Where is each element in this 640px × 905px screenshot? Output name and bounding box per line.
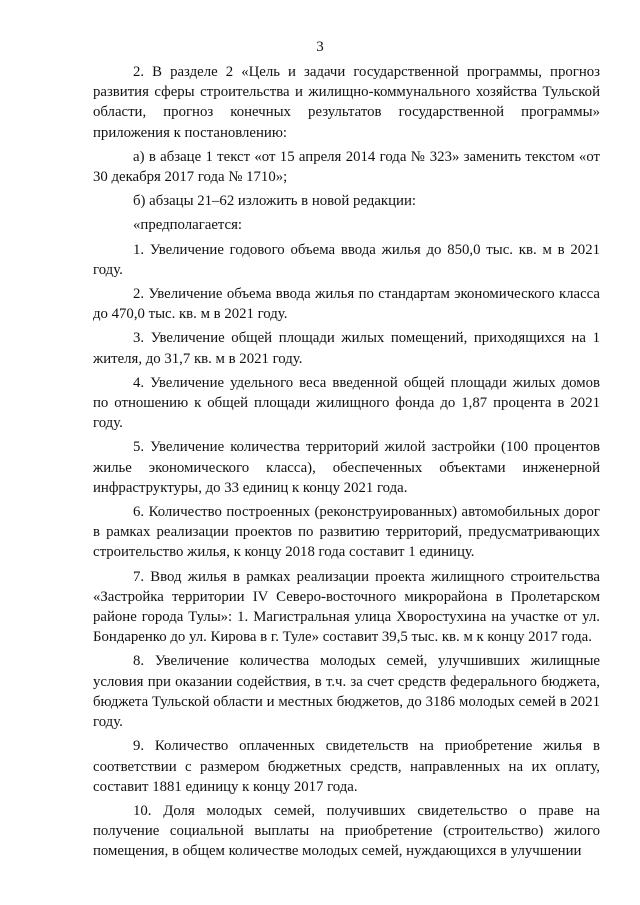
paragraph-subitem-a: а) в абзаце 1 текст «от 15 апреля 2014 года № 323» заменить текстом «от 30 декабря 2017 года № 1710»; bbox=[93, 148, 600, 186]
paragraph-item-6: 6. Количество построенных (реконструированных) автомобильных дорог в рамках реализации проектов по развитию территорий, предусматривающих строительство жилья, к концу 2018 года составит 1 единицу. bbox=[93, 504, 600, 561]
paragraph-item-7: 7. Ввод жилья в рамках реализации проекта жилищного строительства «Застройка территории IV Северо-восточного микрорайона в Пролетарском районе города Тулы»: 1. Магистральная улица Хворостухина на участке от ул. Бондаренко до ул. Кирова в г. Туле» составит 39,5 тыс. кв. м к концу 2017 года. bbox=[93, 568, 600, 646]
document-body bbox=[93, 62, 600, 866]
paragraph-item-8: 8. Увеличение количества молодых семей, улучшивших жилищные условия при оказании содействия, в т.ч. за счет средств федерального бюджета, бюджета Тульской области и местных бюджетов, до 3186 молодых семей в 2021 году. bbox=[93, 653, 600, 731]
paragraph-section-2: 2. В разделе 2 «Цель и задачи государственной программы, прогноз развития сферы строительства и жилищно-коммунального хозяйства Тульской области, прогноз конечных результатов государственной программы» приложения к постановлению: bbox=[93, 64, 600, 141]
paragraph-item-4: 4. Увеличение удельного веса введенной общей площади жилых домов по отношению к общей площади жилищного фонда до 1,87 процента в 2021 году. bbox=[93, 374, 600, 432]
paragraph-subitem-b: б) абзацы 21–62 изложить в новой редакции: bbox=[133, 193, 416, 210]
paragraph-item-10: 10. Доля молодых семей, получивших свидетельство о праве на получение социальной выплаты на приобретение (строительство) жилого помещения, в общем количестве молодых семей, нуждающихся в улучшении bbox=[93, 802, 600, 860]
paragraph-item-1: 1. Увеличение годового объема ввода жилья до 850,0 тыс. кв. м в 2021 году. bbox=[93, 241, 600, 278]
paragraph-item-5: 5. Увеличение количества территорий жилой застройки (100 процентов жилье экономического класса), обеспеченных объектами инженерной инфраструктуры, до 33 единиц к концу 2021 года. bbox=[93, 439, 600, 496]
paragraph-item-3: 3. Увеличение общей площади жилых помещений, приходящихся на 1 жителя, до 31,7 кв. м в 2021 году. bbox=[93, 330, 600, 367]
paragraph-item-9: 9. Количество оплаченных свидетельств на приобретение жилья в соответствии с размером бюджетных средств, направленных на их оплату, составит 1881 единицу к концу 2017 года. bbox=[93, 738, 600, 795]
page-number: 3 bbox=[316, 39, 324, 55]
paragraph-quote-start: «предполагается: bbox=[133, 217, 243, 234]
paragraph-item-2: 2. Увеличение объема ввода жилья по стандартам экономического класса до 470,0 тыс. кв. м в 2021 году. bbox=[93, 286, 600, 323]
